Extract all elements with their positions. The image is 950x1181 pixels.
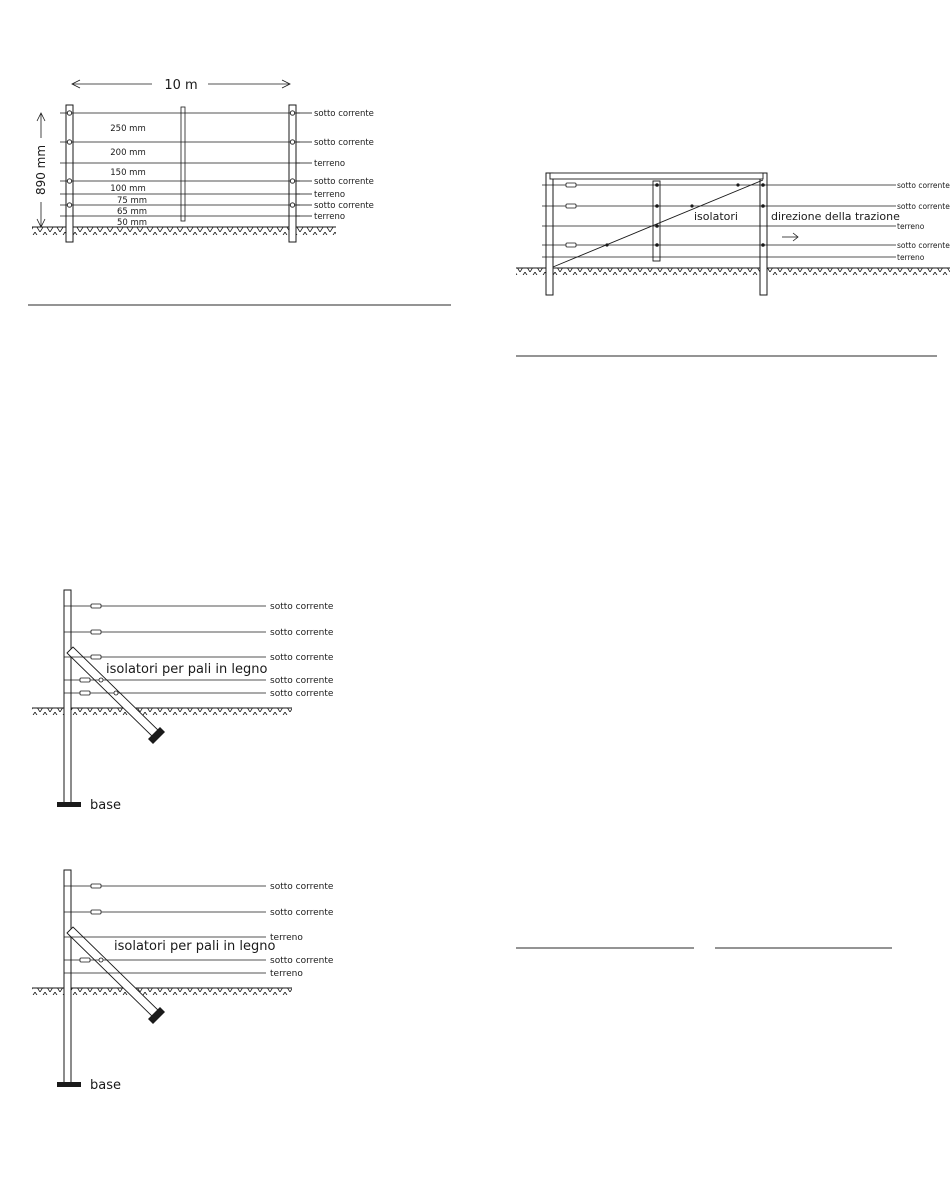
fig1-wire-label: terreno xyxy=(314,159,346,169)
fig4-wire-label: sotto corrente xyxy=(270,956,334,966)
fig1-wire-label: terreno xyxy=(314,190,346,200)
fig1-wire-label: sotto corrente xyxy=(314,138,374,148)
fig1-wire-label: sotto corrente xyxy=(314,201,374,211)
fig1-wires xyxy=(60,113,300,216)
fig1-wire-label: sotto corrente xyxy=(314,177,374,187)
fig1-post-left xyxy=(66,105,73,242)
fig1-wire-labels xyxy=(296,109,374,222)
fig1-span-dimension xyxy=(72,78,290,93)
fig4-wire-label: sotto corrente xyxy=(270,882,334,892)
fig2-wire-label: terreno xyxy=(897,253,925,262)
fig4-wires xyxy=(64,886,266,973)
fig2-strainer-assembly xyxy=(516,173,950,295)
fig1-dropper xyxy=(181,107,185,221)
fig2-wire-label: sotto corrente xyxy=(897,202,950,211)
fig1-span-label: 10 m xyxy=(164,78,198,93)
fig3-wire-label: sotto corrente xyxy=(270,602,334,612)
fig2-wire-label: terreno xyxy=(897,222,925,231)
fig2-direction-arrow xyxy=(782,233,798,241)
fig3-base-plate xyxy=(57,802,81,807)
fig1-post-right xyxy=(289,105,296,242)
fig2-wire-label: sotto corrente xyxy=(897,241,950,250)
fig4-wire-label: terreno xyxy=(270,933,303,943)
fig1-height-dimension xyxy=(34,113,48,227)
fig1-height-label: 890 mm xyxy=(34,144,48,196)
fig4-wire-label: sotto corrente xyxy=(270,908,334,918)
fig2-center-post xyxy=(653,181,660,261)
fig1-wire-label: sotto corrente xyxy=(314,109,374,119)
fig3-callout: isolatori per pali in legno xyxy=(106,662,268,677)
fig4-wire-label: terreno xyxy=(270,969,303,979)
fig2-post-left xyxy=(546,173,553,295)
fig2-post-right xyxy=(760,173,767,295)
fig4-base-plate xyxy=(57,1082,81,1087)
fig3-post xyxy=(64,590,71,804)
fig4-post xyxy=(64,870,71,1084)
fig2-direction-label: direzione della trazione xyxy=(771,210,900,223)
fig2-strain-insulators xyxy=(566,183,576,247)
fig1-gap-label: 150 mm xyxy=(110,168,146,178)
fig1-fence-spacing xyxy=(32,78,374,242)
fig1-gap-labels xyxy=(110,124,147,228)
fig3-wire-label: sotto corrente xyxy=(270,689,334,699)
fig2-top-rail xyxy=(550,173,763,179)
fig4-braced-post xyxy=(32,870,334,1093)
fig3-wire-label: sotto corrente xyxy=(270,653,334,663)
fig2-callout-insulators: isolatori xyxy=(694,210,738,223)
fig3-braced-post xyxy=(32,590,334,813)
fig4-wire-labels xyxy=(270,882,334,979)
fig4-base-label: base xyxy=(90,1078,121,1093)
fig3-wire-label: sotto corrente xyxy=(270,628,334,638)
fig1-gap-label: 100 mm xyxy=(110,184,146,194)
fig2-wire-labels xyxy=(897,181,950,262)
fig2-ground xyxy=(516,268,950,275)
fig1-gap-label: 200 mm xyxy=(110,148,146,158)
fig1-gap-label: 50 mm xyxy=(116,218,148,228)
fig2-wire-label: sotto corrente xyxy=(897,181,950,190)
fig3-wire-labels xyxy=(270,602,334,699)
fig1-gap-label: 65 mm xyxy=(116,207,148,217)
fig3-wires xyxy=(64,606,266,693)
fig3-wire-label: sotto corrente xyxy=(270,676,334,686)
fig1-wire-label: terreno xyxy=(314,212,346,222)
fig3-base-label: base xyxy=(90,798,121,813)
fig2-insulator-points xyxy=(605,183,764,247)
fig1-gap-label: 250 mm xyxy=(110,124,146,134)
fig1-gap-label: 75 mm xyxy=(116,196,148,206)
fig4-callout: isolatori per pali in legno xyxy=(114,939,276,954)
